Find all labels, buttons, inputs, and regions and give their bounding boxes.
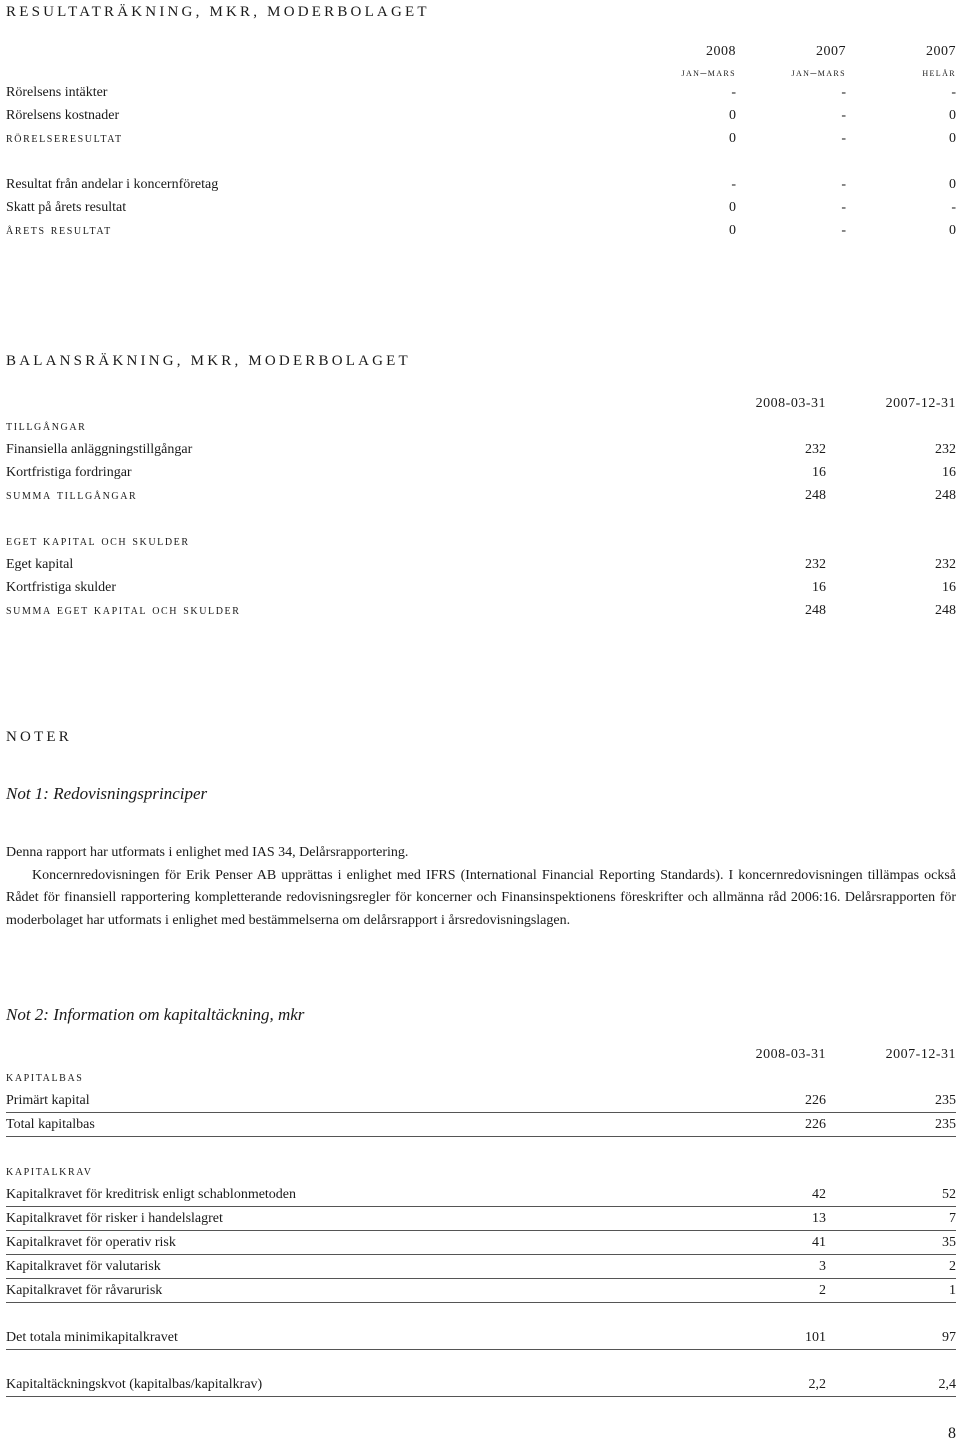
cell-value: 97 <box>826 1326 956 1350</box>
cell-value: - <box>731 85 736 100</box>
cell-value: 16 <box>942 580 956 595</box>
table-row-total <box>6 599 956 622</box>
balance-header <box>6 392 956 415</box>
note2-heading: Not 2: Information om kapitaltäckning, mkr <box>6 1005 305 1024</box>
row-label: Skatt på årets resultat <box>6 200 127 215</box>
table-row <box>6 81 956 104</box>
col-header-date: 2008-03-31 <box>755 396 826 411</box>
group-heading: tillgångar <box>6 419 87 434</box>
cell-value: 0 <box>949 223 956 238</box>
cell-value: - <box>841 108 846 123</box>
table-row <box>6 1183 956 1207</box>
table-row <box>6 1231 956 1255</box>
table-row <box>6 1255 956 1279</box>
cell-value: 232 <box>935 442 956 457</box>
notes-title: NOTER <box>6 729 72 745</box>
cell-value: - <box>841 131 846 146</box>
cell-value: 248 <box>935 488 956 503</box>
table-row <box>6 173 956 196</box>
table-group-heading <box>6 1160 956 1183</box>
cell-value: 1 <box>826 1279 956 1303</box>
table-row-subtotal <box>6 127 956 150</box>
table-row <box>6 1279 956 1303</box>
cell-value: 52 <box>826 1183 956 1207</box>
note1-heading: Not 1: Redovisningsprinciper <box>6 784 208 803</box>
table-row <box>6 1089 956 1113</box>
col-header-year: 2007 <box>926 44 956 59</box>
cell-value: 16 <box>942 465 956 480</box>
cell-value: - <box>951 200 956 215</box>
cell-value: 7 <box>826 1207 956 1231</box>
cell-value: 2 <box>826 1255 956 1279</box>
cell-value: 0 <box>949 177 956 192</box>
cell-value: 248 <box>805 488 826 503</box>
group-heading: kapitalbas <box>6 1070 84 1085</box>
capital-header <box>6 1043 956 1066</box>
table-row <box>6 1207 956 1231</box>
note1-paragraph: Koncernredovisningen för Erik Penser AB upprättas i enlighet med IFRS (International Financial Reporting Standards). I koncernredovisningen tillämpas också Rådet för finansiell rapportering kompletterande redovisningsregler för koncerner och Finansinspektionens föreskrifter och allmänna råd 2006:16. Delårsrapporten för moderbolaget har utformats i enlighet med bestämmelserna om delårsrapport i årsredovisningslagen. <box>6 867 956 928</box>
balance-sheet-title: BALANSRÄKNING, MKR, MODERBOLAGET <box>6 353 411 369</box>
table-group-heading <box>6 415 956 438</box>
col-header-period: jan–mars <box>681 65 736 79</box>
col-header-period: helår <box>922 65 956 79</box>
table-group-heading <box>6 1066 956 1089</box>
cell-value: 226 <box>686 1089 826 1113</box>
row-label: Kapitalkravet för råvarurisk <box>6 1279 686 1303</box>
balance-sheet-table <box>6 392 956 622</box>
table-row <box>6 438 956 461</box>
cell-value: 232 <box>805 557 826 572</box>
cell-value: 2,2 <box>686 1373 826 1397</box>
cell-value: 0 <box>729 200 736 215</box>
cell-value: 0 <box>729 108 736 123</box>
cell-value: - <box>951 85 956 100</box>
cell-value: 0 <box>949 108 956 123</box>
col-header-period: jan–mars <box>791 65 846 79</box>
group-heading: kapitalkrav <box>6 1164 93 1179</box>
table-row <box>6 104 956 127</box>
row-label: Kapitalkravet för risker i handelslagret <box>6 1207 686 1231</box>
table-group-heading <box>6 530 956 553</box>
cell-value: - <box>841 177 846 192</box>
cell-value: 235 <box>826 1113 956 1137</box>
row-label: Rörelsens intäkter <box>6 85 108 100</box>
cell-value: 16 <box>812 465 826 480</box>
income-header-periods <box>6 63 956 81</box>
income-statement-table <box>6 40 956 242</box>
col-header-year: 2007 <box>816 44 846 59</box>
capital-adequacy-table <box>6 1043 956 1397</box>
cell-value: 248 <box>805 603 826 618</box>
cell-value: 226 <box>686 1113 826 1137</box>
row-label: summa tillgångar <box>6 488 138 503</box>
cell-value: 0 <box>729 131 736 146</box>
group-heading: eget kapital och skulder <box>6 534 190 549</box>
cell-value: 2,4 <box>826 1373 956 1397</box>
cell-value: - <box>731 177 736 192</box>
cell-value: 235 <box>826 1089 956 1113</box>
table-row-total <box>6 484 956 507</box>
row-label: årets resultat <box>6 223 112 238</box>
col-header-date: 2007-12-31 <box>885 396 956 411</box>
table-row-ratio <box>6 1373 956 1397</box>
cell-value: 0 <box>949 131 956 146</box>
row-label: rörelseresultat <box>6 131 123 146</box>
table-row-total <box>6 219 956 242</box>
table-row <box>6 196 956 219</box>
row-label: Kapitalkravet för operativ risk <box>6 1231 686 1255</box>
note1-paragraph: Denna rapport har utformats i enlighet med IAS 34, Delårsrapportering. <box>6 845 409 860</box>
cell-value: 2 <box>686 1279 826 1303</box>
cell-value: 35 <box>826 1231 956 1255</box>
income-header-years <box>6 40 956 63</box>
row-label: Det totala minimikapitalkravet <box>6 1326 686 1350</box>
row-label: Kapitaltäckningskvot (kapitalbas/kapitalkrav) <box>6 1373 686 1397</box>
income-statement-title: RESULTATRÄKNING, MKR, MODERBOLAGET <box>6 4 430 20</box>
col-header-year: 2008 <box>706 44 736 59</box>
row-label: Kortfristiga skulder <box>6 580 117 595</box>
cell-value: - <box>841 223 846 238</box>
table-row-total <box>6 1326 956 1350</box>
cell-value: - <box>841 200 846 215</box>
row-label: Primärt kapital <box>6 1089 686 1113</box>
cell-value: 42 <box>686 1183 826 1207</box>
cell-value: 248 <box>935 603 956 618</box>
table-row <box>6 1113 956 1137</box>
row-label: Total kapitalbas <box>6 1113 686 1137</box>
row-label: Kortfristiga fordringar <box>6 465 132 480</box>
row-label: Resultat från andelar i koncernföretag <box>6 177 219 192</box>
col-header-date: 2007-12-31 <box>885 1047 956 1062</box>
row-label: Kapitalkravet för kreditrisk enligt schablonmetoden <box>6 1183 686 1207</box>
cell-value: 232 <box>805 442 826 457</box>
row-label: Finansiella anläggningstillgångar <box>6 442 193 457</box>
cell-value: 232 <box>935 557 956 572</box>
cell-value: - <box>841 85 846 100</box>
row-label: Rörelsens kostnader <box>6 108 120 123</box>
note1-body <box>6 842 956 932</box>
cell-value: 0 <box>729 223 736 238</box>
cell-value: 13 <box>686 1207 826 1231</box>
cell-value: 101 <box>686 1326 826 1350</box>
row-label: Eget kapital <box>6 557 74 572</box>
page-number: 8 <box>948 1425 956 1442</box>
cell-value: 3 <box>686 1255 826 1279</box>
col-header-date: 2008-03-31 <box>755 1047 826 1062</box>
row-label: Kapitalkravet för valutarisk <box>6 1255 686 1279</box>
table-row <box>6 461 956 484</box>
row-label: summa eget kapital och skulder <box>6 603 241 618</box>
table-row <box>6 576 956 599</box>
table-row <box>6 553 956 576</box>
cell-value: 41 <box>686 1231 826 1255</box>
cell-value: 16 <box>812 580 826 595</box>
